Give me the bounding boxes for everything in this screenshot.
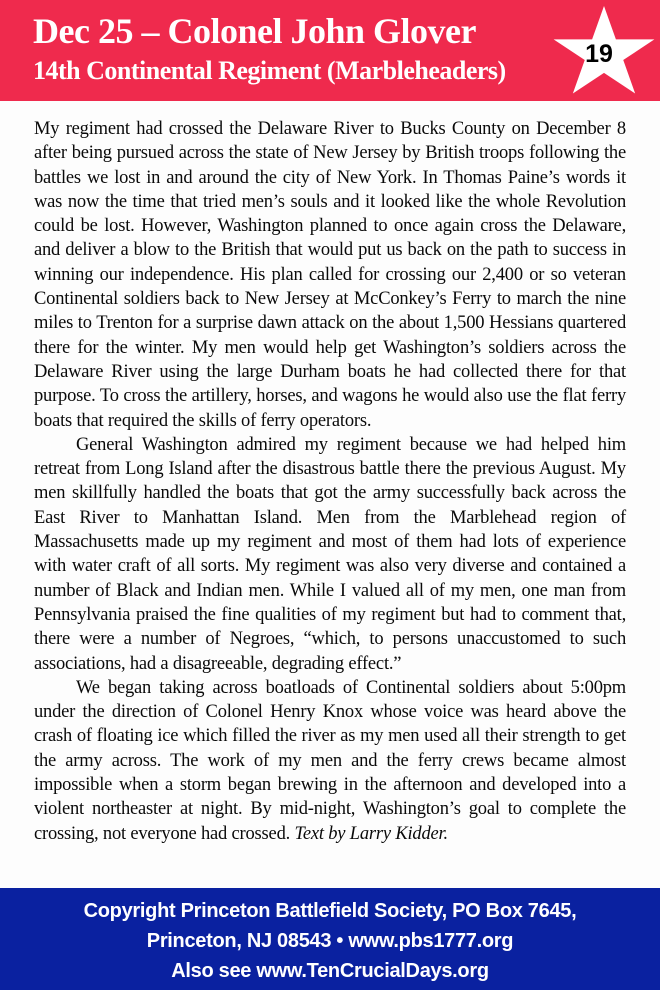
paragraph-3 <box>34 676 626 846</box>
card-body <box>0 101 660 888</box>
footer-address-website-line: Princeton, NJ 08543 • www.pbs1777.org <box>146 930 514 952</box>
footer-also-see-line: Also see www.TenCrucialDays.org <box>171 960 489 982</box>
text-credit: Text by Larry Kidder. <box>294 823 448 844</box>
paragraph-3-text: We began taking across boatloads of Continental soldiers about 5:00pm under the direction of Colonel Henry Knox whose voice was heard above the crash of floating ice which filled the river as my men used all their strength to get the army across. The work of my men and the ferry crews became almost impossible when a storm began brewing in the afternoon and developed into a violent northeaster at night. By mid-night, Washington’s goal to complete the crossing, not everyone had crossed. <box>34 677 626 844</box>
star-badge <box>551 6 657 94</box>
paragraph-1: My regiment had crossed the Delaware River to Bucks County on December 8 after being pursued across the state of New Jersey by British troops following the battles we lost in and around the city of New York. In Thomas Paine’s words it was now the time that tried men’s souls and it looked like the whole Revolution could be lost. However, Washington planned to once again cross the Delaware, and deliver a blow to the British that would put us back on the path to success in winning our independence. His plan called for crossing our 2,400 or so veteran Continental soldiers back to New Jersey at McConkey’s Ferry to march the nine miles to Trenton for a surprise dawn attack on the about 1,500 Hessians quartered there for the winter. My men would help get Washington’s soldiers across the Delaware River using the large Durham boats he had collected there for that purpose. To cross the artillery, horses, and wagons he would also use the flat ferry boats that required the skills of ferry operators. <box>34 119 626 431</box>
star-number: 19 <box>585 40 613 68</box>
paragraph-2: General Washington admired my regiment because we had helped him retreat from Long Island after the disastrous battle there the previous August. My men skillfully handled the boats that got the army successfully back across the East River to Manhattan Island. Men from the Marblehead region of Massachusetts made up my regiment and most of them had lots of experience with water craft of all sorts. My regiment was also very diverse and contained a number of Black and Indian men. While I valued all of my men, one man from Pennsylvania praised the fine qualities of my regiment but had to comment that, there were a number of Negroes, “which, to persons unaccustomed to such associations, had a disagreeable, degrading effect.” <box>34 434 626 674</box>
card-title: Dec 25 – Colonel John Glover <box>33 11 476 51</box>
card-footer <box>0 888 660 990</box>
card-subtitle: 14th Continental Regiment (Marbleheaders) <box>33 56 506 85</box>
footer-copyright-line: Copyright Princeton Battlefield Society, PO Box 7645, <box>83 900 577 922</box>
card-header <box>0 0 660 101</box>
